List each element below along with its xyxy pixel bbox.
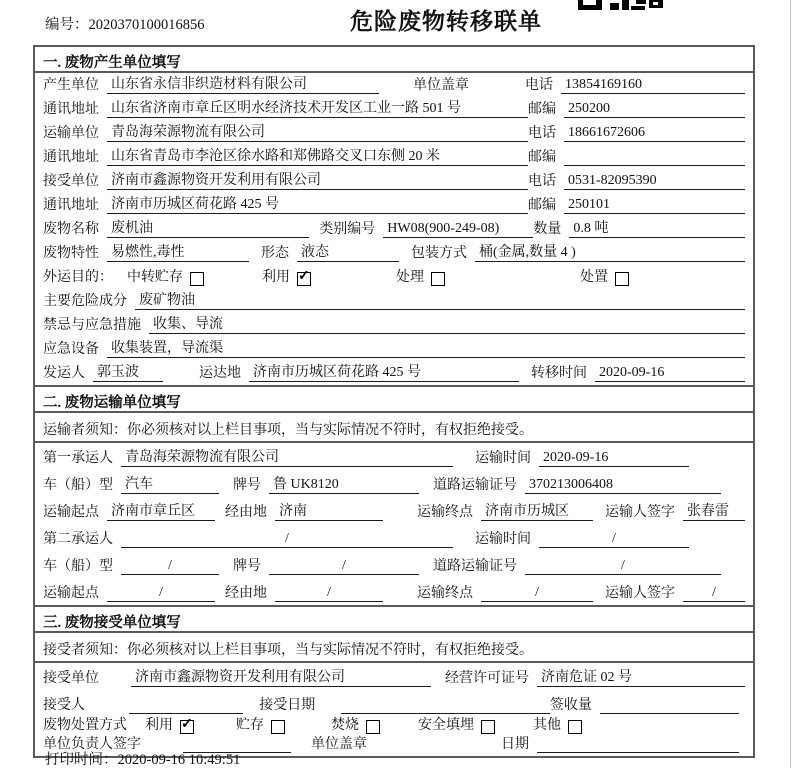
print-time-value: 2020-09-16 10:49:51 [117,752,241,768]
row-vehicle1 [35,470,753,497]
transporter-value: 青岛海荣源物流有限公司 [107,121,528,142]
disposal-incinerate-label: 焚烧 [331,718,359,733]
taboo-measures-value: 收集、导流 [149,313,745,334]
unit-seal-label: 单位盖章 [311,737,367,752]
carrier1-time-value: 2020-09-16 [539,450,689,467]
vehicle2-type-value: / [121,558,219,575]
route1-sign-label: 运输人签字 [605,505,675,520]
row-receiver-address [35,193,753,217]
purpose-treat-label: 处理 [396,270,424,285]
accept-unit-value: 济南市鑫源物资开发利用有限公司 [131,666,431,687]
route1-via-value: 济南 [275,500,383,521]
vehicle1-plate-value: 鲁 UK8120 [269,473,419,494]
transporter-address-label: 通讯地址 [43,150,99,165]
section-transporter [35,387,753,607]
vehicle2-license-value: / [525,558,721,575]
disposal-other-label: 其他 [533,718,561,733]
checkbox-disposal-incinerate [366,720,380,734]
route2-start-label: 运输起点 [43,586,99,601]
waste-form-label: 形态 [261,246,289,261]
disposal-landfill-label: 安全填埋 [418,718,474,733]
seal-label: 单位盖章 [413,78,469,93]
producer-address-label: 通讯地址 [43,102,99,117]
waste-category-value: HW08(900-249-08) [383,221,533,238]
producer-label: 产生单位 [43,78,99,93]
checkbox-disposal-utilize [180,720,194,734]
carrier1-time-label: 运输时间 [475,451,531,466]
disposal-option-incinerate [331,714,380,734]
route2-start-value: / [107,585,215,602]
receiver-value: 济南市鑫源物资开发利用有限公司 [107,169,528,190]
vehicle1-plate-label: 牌号 [233,478,261,493]
checkbox-purpose-dispose [615,272,629,286]
row-dispatch [35,361,753,385]
transporter-zip-value [564,149,745,166]
row-disposal-method [35,717,753,737]
section-producer [35,47,753,387]
disposal-utilize-label: 利用 [145,718,173,733]
accept-date-value [341,697,550,714]
section-receiver [35,607,753,756]
waste-form-value: 液态 [297,241,399,262]
checkbox-disposal-other [568,720,582,734]
shipper-label: 发运人 [43,366,85,381]
checkbox-transfer-storage [190,272,204,286]
document-header [0,0,796,42]
disposal-option-store [236,714,285,734]
vehicle2-type-label: 车（船）型 [43,559,113,574]
purpose-label: 外运目的： [43,270,113,285]
carrier2-value: / [121,531,453,548]
receiver-phone-value: 0531-82095390 [564,173,745,190]
transfer-time-value: 2020-09-16 [595,365,745,382]
transporter-label: 运输单位 [43,126,99,141]
accept-unit-label: 接受单位 [43,671,99,686]
main-hazard-label: 主要危险成分 [43,294,127,309]
route2-end-label: 运输终点 [417,586,473,601]
row-route2 [35,578,753,605]
destination-value: 济南市历城区荷花路 425 号 [249,361,519,382]
receiver-label: 接受单位 [43,174,99,189]
main-hazard-value: 废矿物油 [135,289,745,310]
row-purpose [35,265,753,289]
signed-amount-label: 签收量 [549,698,592,713]
row-waste-name [35,217,753,241]
section1-title: 一. 废物产生单位填写 [35,47,753,73]
route1-start-value: 济南市章丘区 [107,500,215,521]
shipper-value: 郭玉波 [93,361,163,382]
vehicle1-license-value: 370213006408 [525,477,721,494]
packaging-label: 包装方式 [411,246,467,261]
emergency-equipment-label: 应急设备 [43,342,99,357]
row-transporter-address [35,145,753,169]
qr-code-icon [578,0,666,16]
receiver-notice: 接受者须知：你必须核对以上栏目事项，当与实际情况不符时，有权拒绝接受。 [35,633,753,663]
license-label: 经营许可证号 [445,671,529,686]
sign-date-value [537,736,739,753]
carrier2-label: 第二承运人 [43,532,113,547]
disposal-store-label: 贮存 [236,718,264,733]
receiver-phone-label: 电话 [527,174,556,189]
producer-value: 山东省永信非织造材料有限公司 [107,73,379,94]
waste-qty-value: 0.8 吨 [569,217,745,238]
transporter-zip-label: 邮编 [527,150,556,165]
waste-category-label: 类别编号 [319,222,376,237]
waste-traits-label: 废物特性 [43,246,99,261]
waste-name-value: 废机油 [107,217,309,238]
row-carrier1 [35,443,753,470]
disposal-option-landfill [418,714,495,734]
purpose-option-utilize [262,266,311,286]
waste-traits-value: 易燃性,毒性 [107,241,249,262]
route2-sign-label: 运输人签字 [605,586,675,601]
producer-address-value: 山东省济南市章丘区明水经济技术开发区工业一路 501 号 [107,97,528,118]
sign-date-label: 日期 [501,737,529,752]
route2-sign-value: / [683,585,745,602]
row-accept-unit [35,663,753,690]
carrier2-time-value: / [539,531,689,548]
transporter-phone-label: 电话 [527,126,556,141]
disposal-option-other [533,714,582,734]
purpose-utilize-label: 利用 [262,270,290,285]
vehicle1-type-value: 汽车 [121,473,219,494]
route1-sign-value: 张春雷 [683,500,745,521]
route2-via-label: 经由地 [225,586,267,601]
section3-title: 三. 废物接受单位填写 [35,607,753,633]
waste-name-label: 废物名称 [43,222,99,237]
producer-phone-value: 13854169160 [561,77,745,94]
accept-person-value [129,697,243,714]
vehicle2-plate-label: 牌号 [233,559,261,574]
disposal-method-label: 废物处置方式 [43,718,127,733]
row-route1 [35,497,753,524]
row-producer-address [35,97,753,121]
producer-zip-value: 250200 [564,101,745,118]
vehicle1-license-label: 道路运输证号 [433,478,517,493]
checkbox-disposal-landfill [481,720,495,734]
doc-number-value: 2020370100016856 [88,17,205,33]
receiver-zip-value: 250101 [564,197,745,214]
producer-zip-label: 邮编 [527,102,556,117]
vehicle1-type-label: 车（船）型 [43,478,113,493]
print-time [45,748,240,769]
route2-via-value: / [275,585,383,602]
signed-amount-value [600,697,739,714]
checkbox-purpose-utilize [297,272,311,286]
carrier1-label: 第一承运人 [43,451,113,466]
transfer-time-label: 转移时间 [531,366,587,381]
vehicle2-plate-value: / [269,558,419,575]
route1-start-label: 运输起点 [43,505,99,520]
receiver-address-value: 济南市历城区荷花路 425 号 [107,193,528,214]
taboo-measures-label: 禁忌与应急措施 [43,318,141,333]
packaging-value: 桶(金属,数量 4 ) [475,241,745,262]
row-emergency-equipment [35,337,753,361]
accept-person-label: 接受人 [43,698,85,713]
row-producer [35,73,753,97]
row-carrier2 [35,524,753,551]
carrier1-value: 青岛海荣源物流有限公司 [121,446,453,467]
waste-qty-label: 数量 [533,222,562,237]
destination-label: 运达地 [199,366,241,381]
row-receiver [35,169,753,193]
row-taboo-measures [35,313,753,337]
receiver-zip-label: 邮编 [527,198,556,213]
vehicle2-license-label: 道路运输证号 [433,559,517,574]
accept-date-label: 接受日期 [259,698,316,713]
purpose-option-dispose [580,266,629,286]
transporter-address-value: 山东省青岛市李沧区徐水路和郑佛路交叉口东侧 20 米 [107,145,528,166]
purpose-option-treat [396,266,445,286]
checkbox-disposal-store [271,720,285,734]
purpose-dispose-label: 处置 [580,270,608,285]
row-transporter [35,121,753,145]
responsible-sign-label: 单位负责人签字 [43,737,141,752]
row-vehicle2 [35,551,753,578]
route2-end-value: / [481,585,593,602]
license-value: 济南危证 02 号 [537,666,745,687]
route1-end-label: 运输终点 [417,505,473,520]
transporter-phone-value: 18661672606 [564,125,745,142]
row-main-hazard [35,289,753,313]
emergency-equipment-value: 收集装置，导流渠 [107,337,745,358]
route1-end-value: 济南市历城区 [481,500,593,521]
page-edge-line [790,0,791,768]
print-time-label: 打印时间： [45,752,118,768]
doc-number-label: 编号： [45,17,89,33]
purpose-option-transfer-storage [127,266,204,286]
disposal-option-utilize [145,714,194,734]
row-waste-traits [35,241,753,265]
transporter-notice: 运输者须知：你必须核对以上栏目事项，当与实际情况不符时，有权拒绝接受。 [35,413,753,443]
page-title: 危险废物转移联单 [350,9,542,34]
route1-via-label: 经由地 [225,505,267,520]
checkbox-purpose-treat [431,272,445,286]
producer-phone-label: 电话 [525,78,553,93]
receiver-address-label: 通讯地址 [43,198,99,213]
section2-title: 二. 废物运输单位填写 [35,387,753,413]
manifest-form [33,45,755,758]
row-accept-person [35,690,753,717]
carrier2-time-label: 运输时间 [475,532,531,547]
purpose-transfer-storage-label: 中转贮存 [127,270,183,285]
